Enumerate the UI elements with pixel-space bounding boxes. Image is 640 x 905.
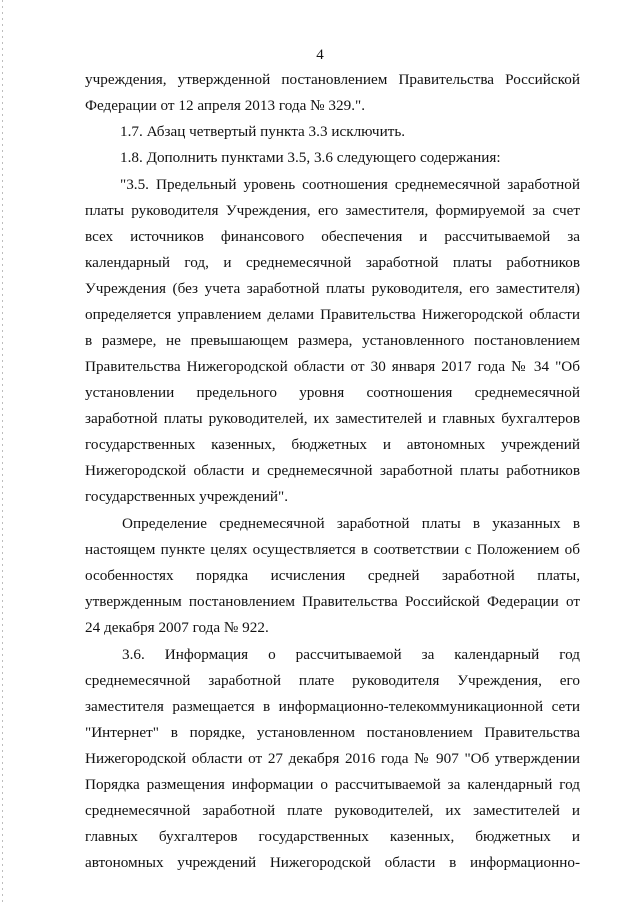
text-line: Порядка размещения информации о рассчитываемой за календарный год xyxy=(85,776,580,793)
text-line: Правительства Нижегородской области от 30 января 2017 года № 34 "Об xyxy=(85,358,580,375)
text-line: государственных учреждений". xyxy=(85,488,289,505)
text-line: Федерации от 12 апреля 2013 года № 329.". xyxy=(85,97,366,114)
scan-edge-marks xyxy=(2,0,3,905)
text-line: государственных казенных, бюджетных и автономных учреждений xyxy=(85,436,580,453)
text-line: учреждения, утвержденной постановлением Правительства Российской xyxy=(85,71,580,88)
text-line: Определение среднемесячной заработной платы в указанных в xyxy=(122,515,580,532)
text-line: Нижегородской области и среднемесячной заработной платы работников xyxy=(85,462,580,479)
text-line: 1.8. Дополнить пунктами 3.5, 3.6 следующего содержания: xyxy=(120,149,501,166)
text-line: календарный год, и среднемесячной заработной платы работников xyxy=(85,254,580,271)
text-line: в размере, не превышающем размера, установленного постановлением xyxy=(85,332,580,349)
text-line: "3.5. Предельный уровень соотношения среднемесячной заработной xyxy=(120,176,580,193)
text-line: особенностях порядка исчисления средней заработной платы, xyxy=(85,567,580,584)
text-line: 24 декабря 2007 года № 922. xyxy=(85,619,269,636)
text-line: платы руководителя Учреждения, его заместителя, формируемой за счет xyxy=(85,202,580,219)
text-line: определяется управлением делами Правительства Нижегородской области xyxy=(85,306,580,323)
text-line: среднемесячной заработной плате руководителя Учреждения, его xyxy=(85,672,580,689)
text-line: заместителя размещается в информационно-телекоммуникационной сети xyxy=(85,698,580,715)
text-line: 1.7. Абзац четвертый пункта 3.3 исключить. xyxy=(120,123,406,140)
text-line: установлении предельного уровня соотношения среднемесячной xyxy=(85,384,580,401)
page-number: 4 xyxy=(316,47,324,63)
text-line: 3.6. Информация о рассчитываемой за календарный год xyxy=(122,646,580,663)
text-line: главных бухгалтеров государственных казенных, бюджетных и xyxy=(85,828,580,845)
text-line: среднемесячной заработной плате руководителей, их заместителей и xyxy=(85,802,580,819)
text-line: утвержденным постановлением Правительства Российской Федерации от xyxy=(85,593,580,610)
text-line: автономных учреждений Нижегородской области в информационно- xyxy=(85,854,580,871)
text-line: Учреждения (без учета заработной платы руководителя, его заместителя) xyxy=(85,280,580,297)
text-line: всех источников финансового обеспечения и рассчитываемой за xyxy=(85,228,580,245)
text-line: Нижегородской области от 27 декабря 2016 года № 907 "Об утверждении xyxy=(85,750,580,767)
text-line: настоящем пункте целях осуществляется в соответствии с Положением об xyxy=(85,541,580,558)
text-line: заработной платы руководителей, их заместителей и главных бухгалтеров xyxy=(85,410,580,427)
text-line: "Интернет" в порядке, установленном постановлением Правительства xyxy=(85,724,580,741)
